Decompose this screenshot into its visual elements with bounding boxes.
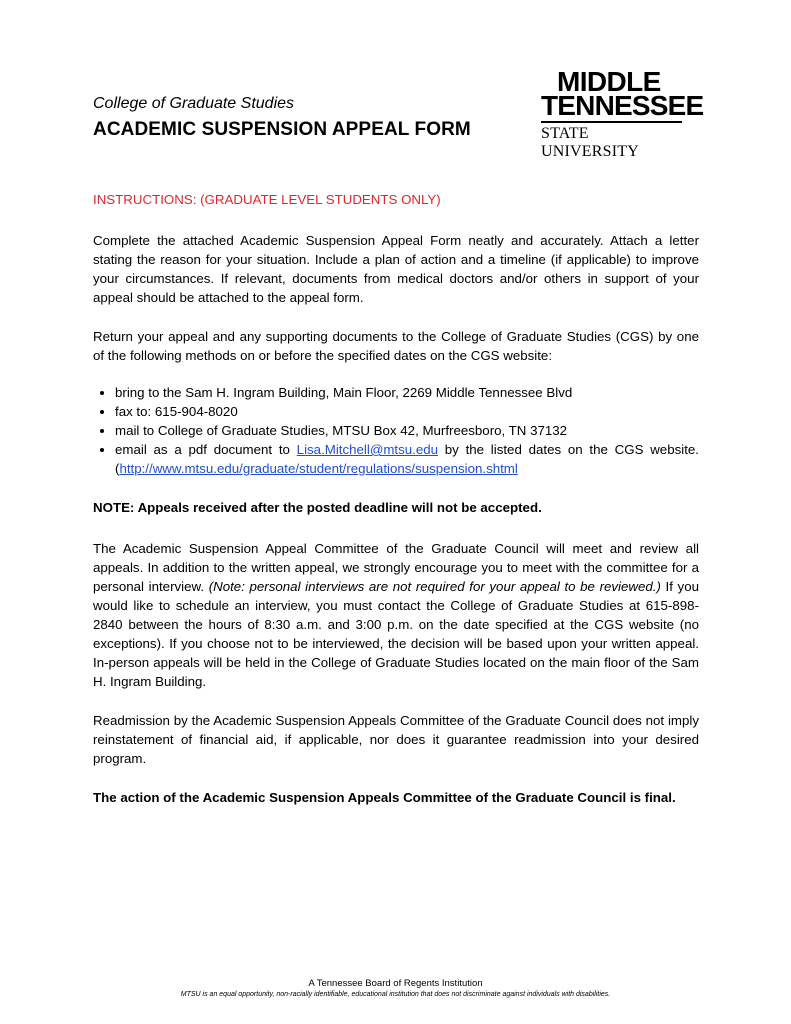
logo-line-state-university: STATE UNIVERSITY [541,125,639,160]
method-email-prefix: email as a pdf document to [115,442,297,457]
email-link[interactable]: Lisa.Mitchell@mtsu.edu [296,442,439,457]
final-decision-note: The action of the Academic Suspension Appeals Committee of the Graduate Council is final. [93,790,676,805]
list-item [115,421,699,440]
paragraph-complete-form: Complete the attached Academic Suspension Appeal Form neatly and accurately. Attach a letter stating the reason for your situation. Include a plan of action and a timeline (if applicable) to improve your circumstances. If relevant, documents from medical doctors and/or others in support of your appeal should be attached to the appeal form. [93,233,699,305]
instructions-body [93,190,699,827]
logo-line-middle: MIDDLE [557,66,661,97]
list-item [115,440,699,478]
method-fax: fax to: 615-904-8020 [115,404,238,419]
instructions-heading: INSTRUCTIONS: (GRADUATE LEVEL STUDENTS ONLY) [93,192,441,207]
submission-methods-list [93,383,699,478]
paragraph-return-appeal: Return your appeal and any supporting documents to the College of Graduate Studies (CGS) by one of the following methods on or before the specified dates on the CGS website: [93,329,699,363]
footer [0,978,791,1000]
logo-rule [541,121,682,123]
logo-line-tennessee: TENNESSEE [541,90,704,121]
committee-text-2: If you would like to schedule an interview, you must contact the College of Graduate Studies at 615-898-2840 between the hours of 8:30 a.m. and 3:00 p.m. on the date specified at the CGS website (no exceptions). If you choose not to be interviewed, the decision will be based upon your written appeal. In-person appeals will be held in the College of Graduate Studies located on the main floor of the Sam H. Ingram Building. [93,579,699,689]
committee-text-1: The Academic Suspension Appeal Committee of the Graduate Council will meet and review all appeals. In addition to the written appeal, we strongly encourage you to meet with the committee for a personal interview. [93,541,699,594]
interview-note: (Note: personal interviews are not required for your appeal to be reviewed.) [208,579,661,594]
method-email-middle: by the listed dates on the CGS website. ( [115,442,699,476]
department-name: College of Graduate Studies [93,95,295,112]
list-item [115,402,699,421]
list-item [115,383,699,402]
method-bring: bring to the Sam H. Ingram Building, Main Floor, 2269 Middle Tennessee Blvd [115,385,573,400]
header [93,94,471,142]
footer-board-of-regents: A Tennessee Board of Regents Institution [308,978,483,989]
method-mail: mail to College of Graduate Studies, MTSU Box 42, Murfreesboro, TN 37132 [115,423,568,438]
paragraph-readmission: Readmission by the Academic Suspension Appeals Committee of the Graduate Council does not imply reinstatement of financial aid, if applicable, nor does it guarantee readmission into your desired program. [93,713,699,766]
mtsu-logo [541,66,704,161]
website-link[interactable]: http://www.mtsu.edu/graduate/student/regulations/suspension.shtml [119,461,518,476]
deadline-note: NOTE: Appeals received after the posted deadline will not be accepted. [93,500,542,515]
paragraph-committee [93,539,699,691]
footer-equal-opportunity: MTSU is an equal opportunity, non-racially identifiable, educational institution that does not discriminate against individuals with disabilities. [180,991,611,998]
form-title: ACADEMIC SUSPENSION APPEAL FORM [93,119,471,140]
